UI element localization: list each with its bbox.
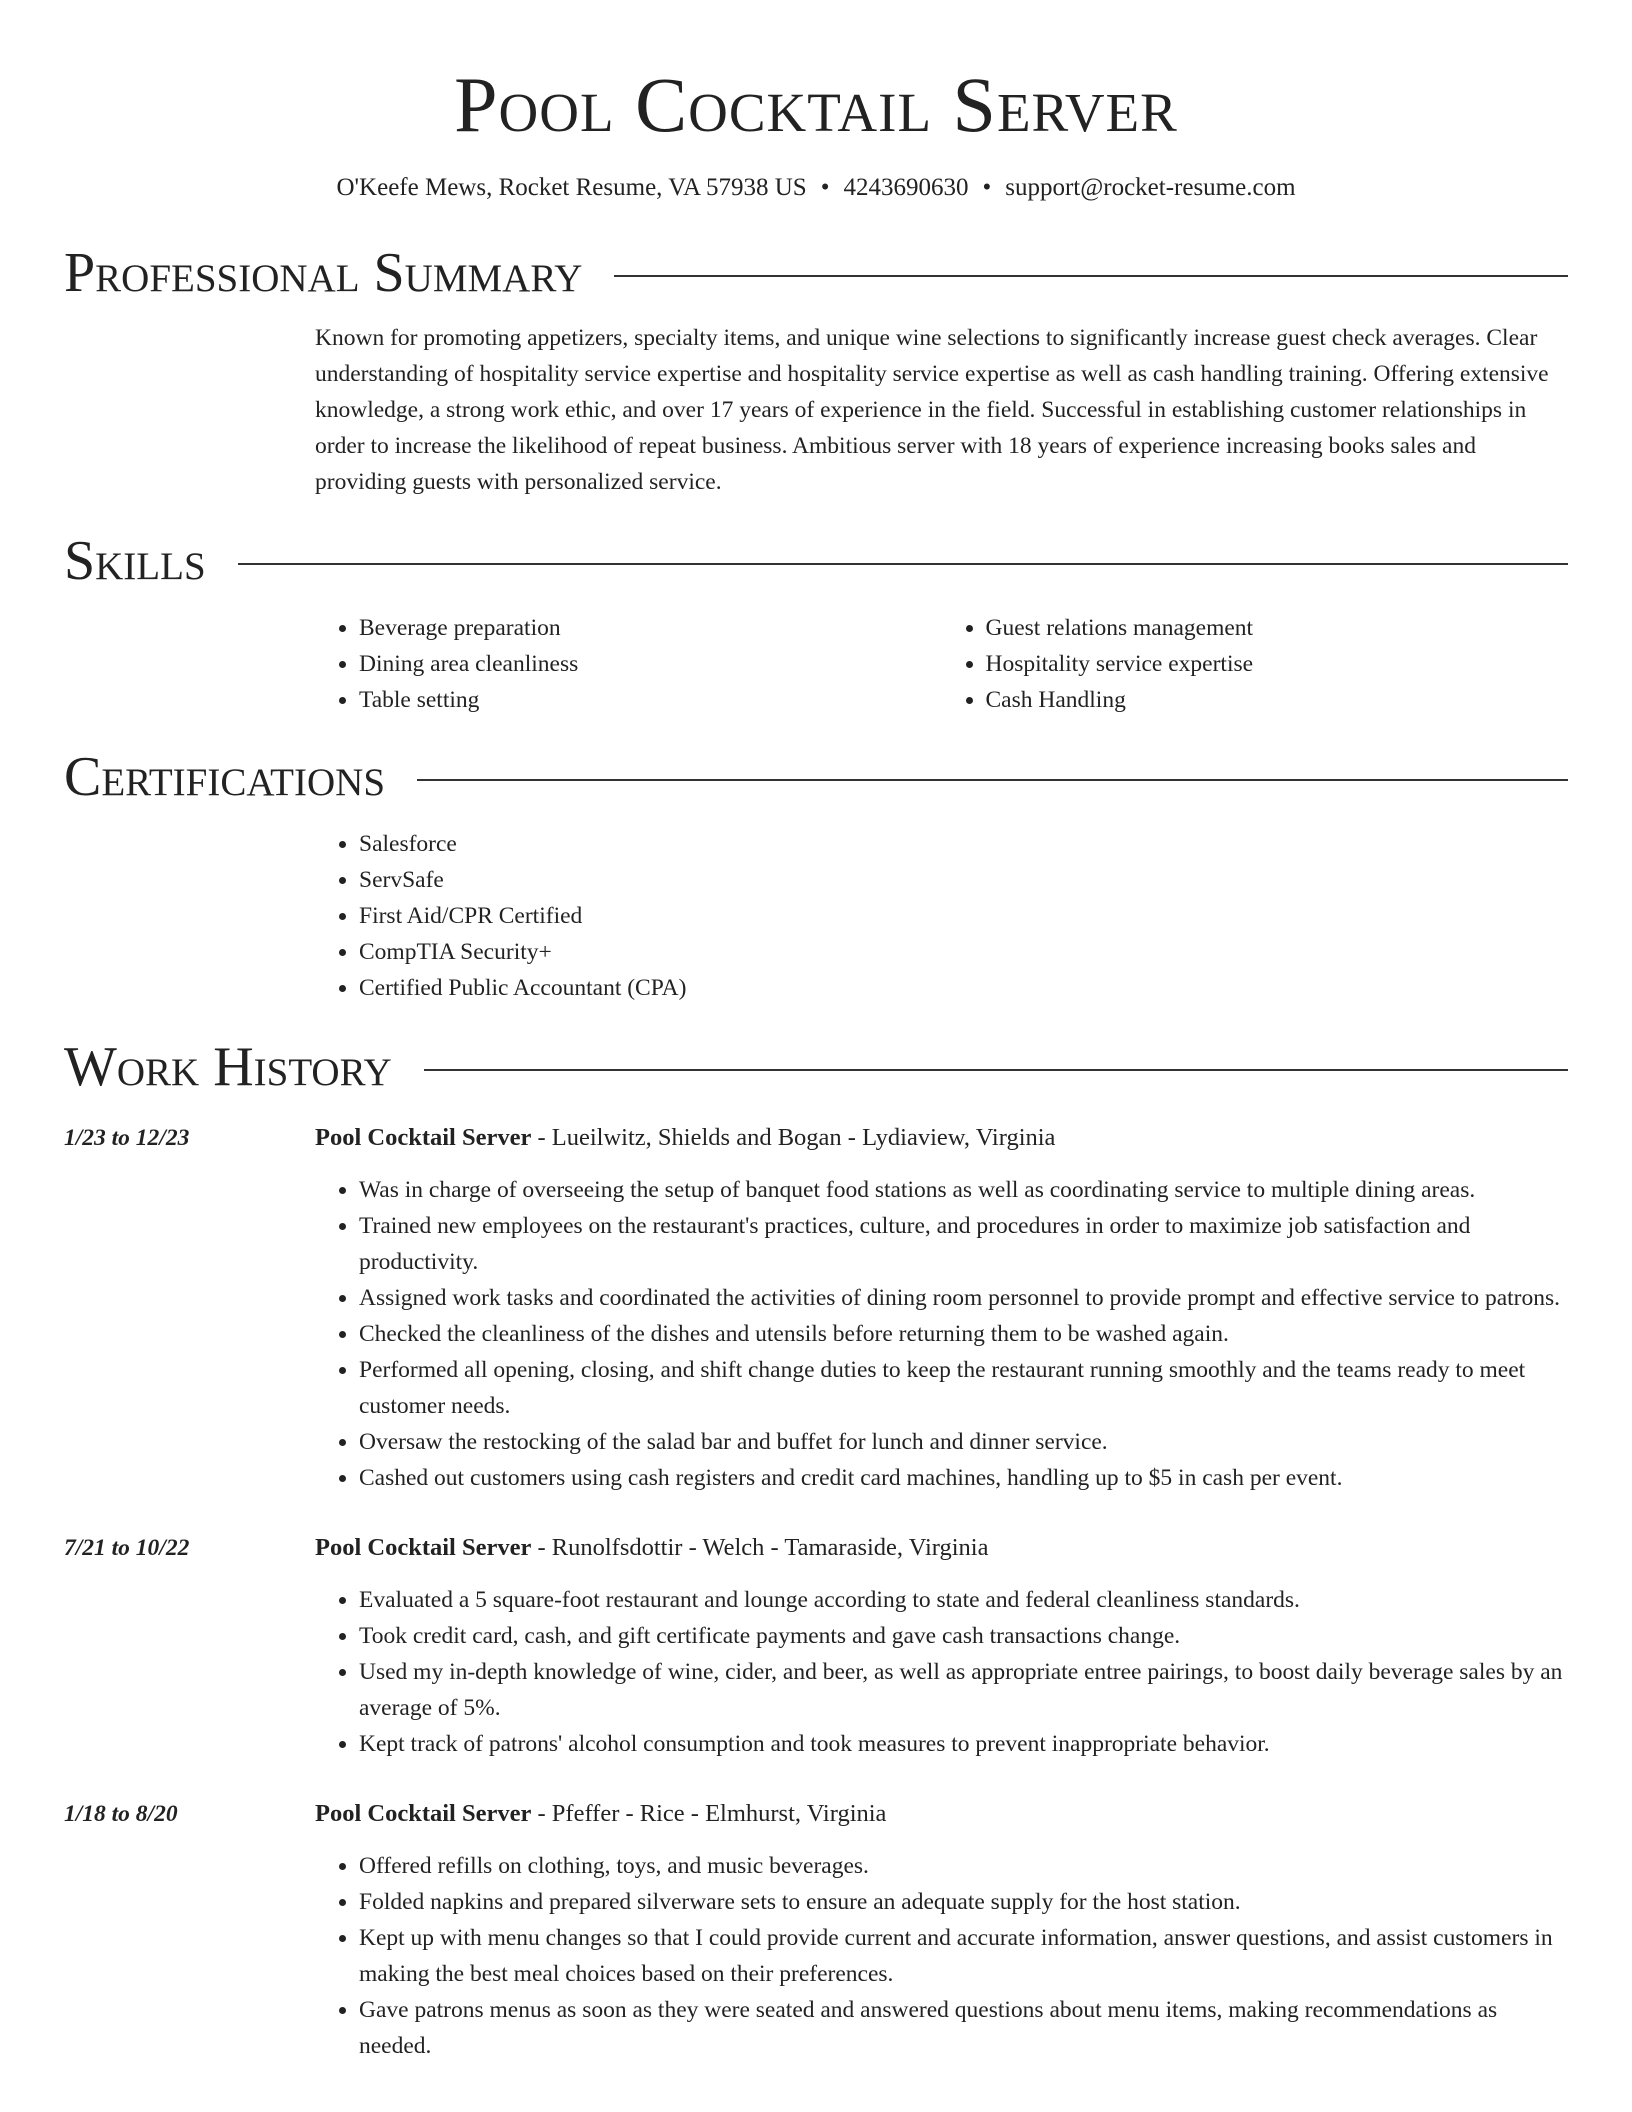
- contact-line: [64, 172, 1568, 204]
- section-divider: [614, 275, 1568, 277]
- skill-item: • Table setting: [359, 682, 942, 718]
- job-dates: 1/18 to 8/20: [64, 1801, 178, 1827]
- job-bullets: [315, 1582, 1568, 1762]
- contact-email: support@rocket-resume.com: [1005, 174, 1296, 201]
- job-bullet: • Offered refills on clothing, toys, and music beverages.: [359, 1848, 1568, 1884]
- job-title: Pool Cocktail Server: [315, 1800, 532, 1827]
- job-entry: [64, 1120, 1568, 1496]
- skills-heading: Skills: [64, 530, 206, 592]
- job-bullet: • Folded napkins and prepared silverware sets to ensure an adequate supply for the host station.: [359, 1884, 1568, 1920]
- skill-item: • Guest relations management: [986, 610, 1569, 646]
- certification-item: • CompTIA Security+: [359, 934, 1568, 970]
- section-divider: [238, 563, 1568, 565]
- job-title-line: [315, 1796, 1568, 1832]
- work-history-section-header: [64, 1034, 1568, 1100]
- job-details: [315, 1796, 1568, 2064]
- candidate-name: Pool Cocktail Server: [454, 61, 1178, 148]
- job-title: Pool Cocktail Server: [315, 1534, 532, 1561]
- job-bullet: • Evaluated a 5 square-foot restaurant and lounge according to state and federal cleanliness standards.: [359, 1582, 1568, 1618]
- job-entry: [64, 1530, 1568, 1762]
- job-title: Pool Cocktail Server: [315, 1124, 532, 1151]
- job-bullet: • Used my in-depth knowledge of wine, cider, and beer, as well as appropriate entree pairings, to boost daily beverage sales by an average of 5%.: [359, 1654, 1568, 1726]
- certifications-section-header: [64, 744, 1568, 810]
- contact-phone: 4243690630: [843, 174, 969, 201]
- certifications-list: [315, 826, 1568, 1006]
- job-bullet: • Checked the cleanliness of the dishes and utensils before returning them to be washed again.: [359, 1316, 1568, 1352]
- job-bullet: • Gave patrons menus as soon as they were seated and answered questions about menu items, making recommendations as needed.: [359, 1992, 1568, 2064]
- skills-column-right: [942, 610, 1569, 718]
- job-details: [315, 1530, 1568, 1762]
- skill-item: • Cash Handling: [986, 682, 1569, 718]
- job-bullet: • Kept up with menu changes so that I could provide current and accurate information, answer questions, and assist customers in making the best meal choices based on their preferences.: [359, 1920, 1568, 1992]
- job-employer: - Lueilwitz, Shields and Bogan - Lydiaview, Virginia: [531, 1124, 1056, 1151]
- job-entry: [64, 1796, 1568, 2064]
- job-details: [315, 1120, 1568, 1496]
- certification-item: • Salesforce: [359, 826, 1568, 862]
- job-employer: - Runolfsdottir - Welch - Tamaraside, Virginia: [531, 1534, 989, 1561]
- job-employer: - Pfeffer - Rice - Elmhurst, Virginia: [531, 1800, 887, 1827]
- certification-item: • Certified Public Accountant (CPA): [359, 970, 1568, 1006]
- certification-item: • ServSafe: [359, 862, 1568, 898]
- section-divider: [424, 1069, 1568, 1071]
- job-bullet: • Took credit card, cash, and gift certificate payments and gave cash transactions change.: [359, 1618, 1568, 1654]
- resume-page: [64, 0, 1568, 2064]
- job-bullets: [315, 1172, 1568, 1496]
- job-bullet: • Kept track of patrons' alcohol consumption and took measures to prevent inappropriate behavior.: [359, 1726, 1568, 1762]
- job-bullet: • Performed all opening, closing, and shift change duties to keep the restaurant running smoothly and the teams ready to meet customer needs.: [359, 1352, 1568, 1424]
- section-divider: [417, 779, 1568, 781]
- contact-separator: •: [820, 174, 830, 201]
- skills-column-left: [315, 610, 942, 718]
- job-bullet: • Trained new employees on the restaurant's practices, culture, and procedures in order to maximize job satisfaction and productivity.: [359, 1208, 1568, 1280]
- skills-section-header: [64, 528, 1568, 594]
- job-bullet: • Oversaw the restocking of the salad bar and buffet for lunch and dinner service.: [359, 1424, 1568, 1460]
- summary-text: Known for promoting appetizers, specialty items, and unique wine selections to significantly increase guest check averages. Clear understanding of hospitality service expertise and hospitality service expertise as well as cash handling training. Offering extensive knowledge, a strong work ethic, and over 17 years of experience in the field. Successful in establishing customer relationships in order to increase the likelihood of repeat business. Ambitious server with 18 years of experience increasing books sales and providing guests with personalized service.: [315, 325, 1549, 495]
- summary-section-header: [64, 240, 1568, 306]
- job-dates: 7/21 to 10/22: [64, 1535, 190, 1561]
- skill-item: • Dining area cleanliness: [359, 646, 942, 682]
- work-history-heading: Work History: [64, 1036, 392, 1098]
- job-bullet: • Cashed out customers using cash registers and credit card machines, handling up to $5 in cash per event.: [359, 1460, 1568, 1496]
- job-bullet: • Was in charge of overseeing the setup of banquet food stations as well as coordinating service to multiple dining areas.: [359, 1172, 1568, 1208]
- job-title-line: [315, 1530, 1568, 1566]
- contact-address: O'Keefe Mews, Rocket Resume, VA 57938 US: [336, 174, 807, 201]
- job-bullets: [315, 1848, 1568, 2064]
- skill-item: • Hospitality service expertise: [986, 646, 1569, 682]
- skill-item: • Beverage preparation: [359, 610, 942, 646]
- certification-item: • First Aid/CPR Certified: [359, 898, 1568, 934]
- job-bullet: • Assigned work tasks and coordinated the activities of dining room personnel to provide prompt and effective service to patrons.: [359, 1280, 1568, 1316]
- skills-list: [315, 610, 1568, 718]
- contact-separator: •: [982, 174, 992, 201]
- certifications-heading: Certifications: [64, 746, 386, 808]
- job-dates: 1/23 to 12/23: [64, 1125, 190, 1151]
- summary-heading: Professional Summary: [64, 242, 583, 304]
- job-title-line: [315, 1120, 1568, 1156]
